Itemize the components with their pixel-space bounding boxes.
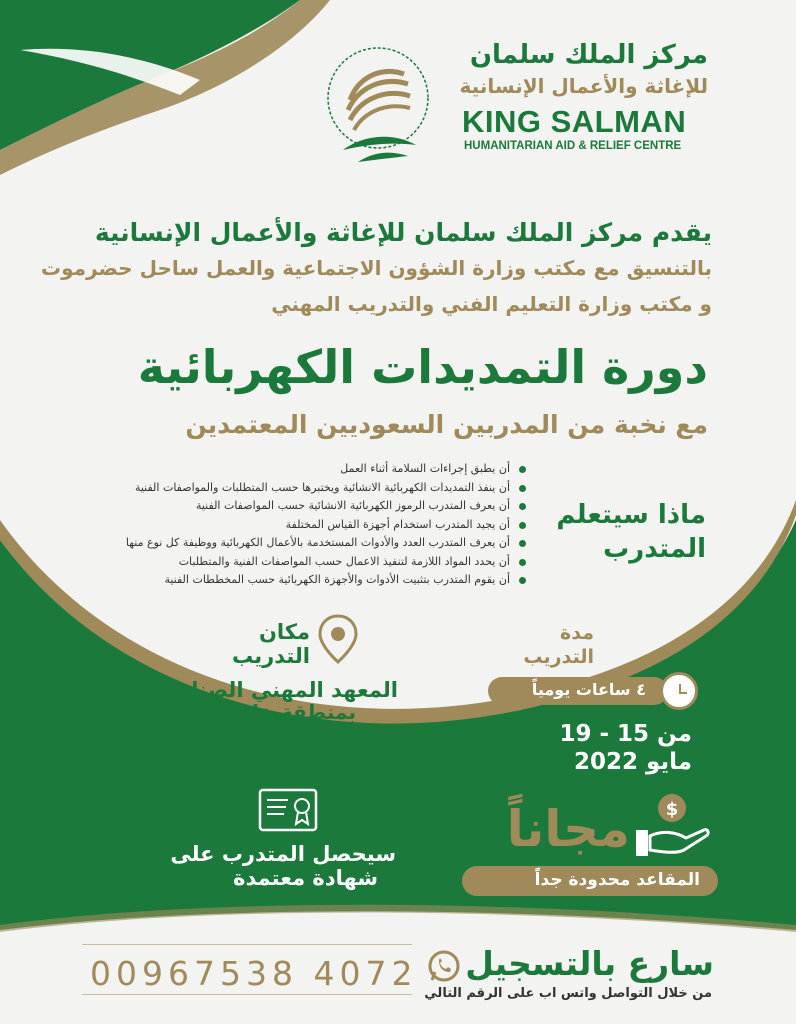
duration-label-sub: التدريب xyxy=(523,646,594,668)
seats-text: المقاعد محدودة جداً xyxy=(534,870,700,890)
bullet-icon xyxy=(519,503,526,510)
phone-number[interactable]: 00967538 4072 xyxy=(90,954,418,993)
list-item: أن يطبق إجراءات السلامة أثناء العمل xyxy=(56,460,526,479)
clock-icon xyxy=(660,672,698,710)
register-subtitle: من خلال التواصل واتس اب على الرقم التالي xyxy=(424,986,712,1001)
list-item: أن ينفذ التمديدات الكهربائية الانشائية ويختبرها حسب المتطلبات والمواصفات الفنية xyxy=(56,479,526,498)
register-title: سارع بالتسجيل xyxy=(465,944,714,983)
place-name: المعهد المهني الصناعي xyxy=(155,678,398,702)
learn-heading: ماذا سيتعلم xyxy=(556,500,706,530)
course-subtitle: مع نخبة من المدربين السعوديين المعتمدين xyxy=(185,410,708,439)
place-label: مكان xyxy=(258,620,310,644)
intro-line-1: يقدم مركز الملك سلمان للإغاثة والأعمال الإنسانية xyxy=(94,218,712,247)
hand-coin-icon xyxy=(632,790,712,862)
course-title: دورة التمديدات الكهربائية xyxy=(137,340,708,394)
bullet-icon xyxy=(519,577,526,584)
certificate-text: سيحصل المتدرب على xyxy=(170,842,396,866)
learn-heading-sub: المتدرب xyxy=(603,534,706,564)
bullet-icon xyxy=(519,540,526,547)
dates-range: من 15 - 19 xyxy=(559,721,692,747)
org-name-english: KING SALMAN xyxy=(462,104,687,139)
divider xyxy=(82,994,412,995)
intro-line-3: و مكتب وزارة التعليم الفني والتدريب المهني xyxy=(271,292,712,316)
certificate-icon xyxy=(258,788,318,836)
org-name-english-sub: HUMANITARIAN AID & RELIEF CENTRE xyxy=(464,140,682,152)
dates-month: مايو 2022 xyxy=(574,749,692,775)
location-pin-icon xyxy=(318,614,358,666)
org-name-arabic-sub: للإغاثة والأعمال الإنسانية xyxy=(459,74,708,98)
place-label-sub: التدريب xyxy=(232,644,310,668)
bullet-icon xyxy=(519,485,526,492)
center-logo-icon xyxy=(318,40,438,170)
bullet-icon xyxy=(519,522,526,529)
free-label: مجاناً xyxy=(506,800,630,858)
learning-outcomes-list xyxy=(56,460,526,590)
place-area: بمنطقة خلف xyxy=(227,700,356,724)
intro-line-2: بالتنسيق مع مكتب وزارة الشؤون الاجتماعية والعمل ساحل حضرموت xyxy=(41,256,712,280)
hours-text: ٤ ساعات يومياً xyxy=(531,680,646,699)
org-name-arabic: مركز الملك سلمان xyxy=(469,40,708,70)
svg-text:$: $ xyxy=(665,799,679,820)
bullet-icon xyxy=(519,559,526,566)
certificate-type: شهادة معتمدة xyxy=(233,866,378,890)
list-item: أن يقوم المتدرب بتثبيت الأدوات والأجهزة الكهربائية حسب المخططات الفنية xyxy=(56,571,526,590)
divider xyxy=(82,944,412,945)
duration-label: مدة xyxy=(560,622,594,644)
list-item: أن يعرف المتدرب العدد والأدوات المستخدمة بالأعمال الكهربائية ووظيفة كل نوع منها xyxy=(56,534,526,553)
bullet-icon xyxy=(519,466,526,473)
list-item: أن يعرف المتدرب الرموز الكهربائية الانشائية حسب المواصفات الفنية xyxy=(56,497,526,516)
list-item: أن يحدد المواد اللازمة لتنفيذ الاعمال حسب المواصفات الفنية والمتطلبات xyxy=(56,553,526,572)
list-item: أن يجيد المتدرب استخدام أجهزة القياس المختلفة xyxy=(56,516,526,535)
whatsapp-icon[interactable] xyxy=(426,948,462,984)
